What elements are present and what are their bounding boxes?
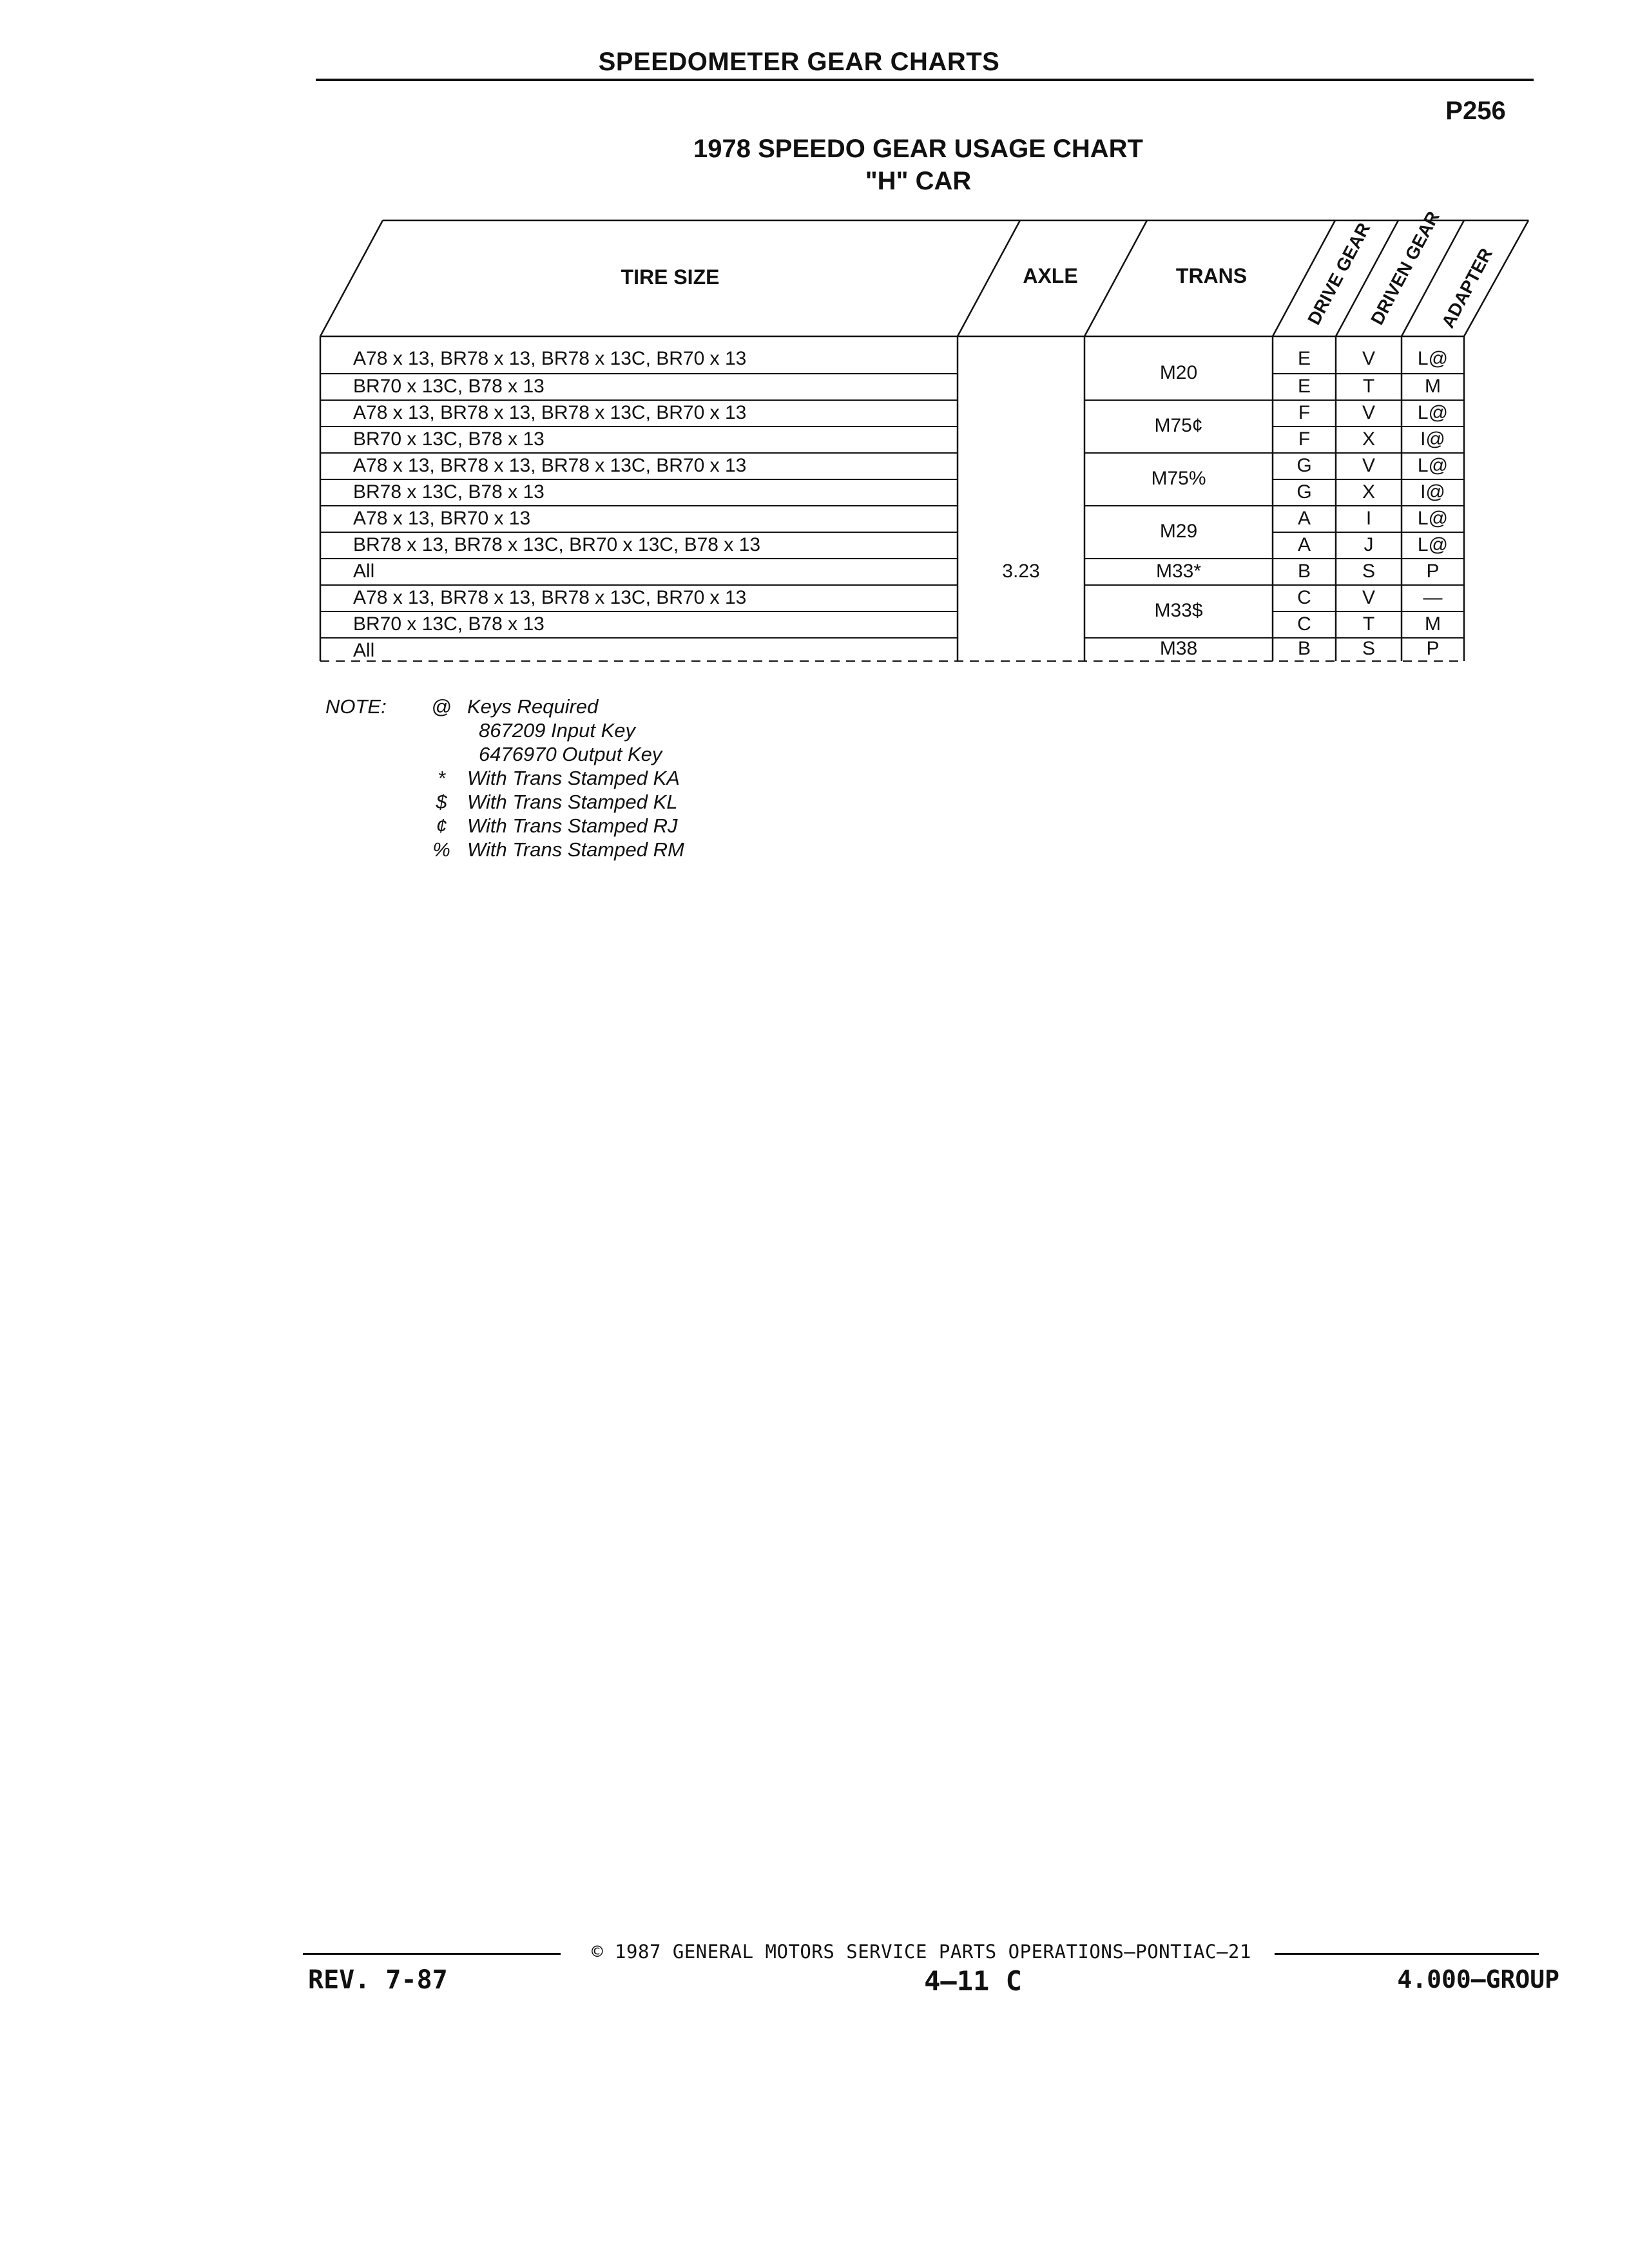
chart-title-line2: "H" CAR (865, 167, 972, 195)
footer-group: 4.000—GROUP (1397, 1965, 1559, 1994)
note-text: 867209 Input Key (479, 719, 636, 742)
adapter-cell: L@ (1417, 402, 1449, 423)
note-symbol (416, 742, 467, 766)
col-header-driven-gear: DRIVEN GEAR (1367, 207, 1443, 329)
adapter-cell: L@ (1417, 455, 1449, 476)
footer-copyright: © 1987 GENERAL MOTORS SERVICE PARTS OPERATIONS—PONTIAC—21 (592, 1941, 1251, 1963)
drive-gear-cell: E (1297, 376, 1311, 397)
note-symbol: ¢ (436, 814, 447, 837)
note-text: Keys Required (467, 695, 599, 718)
footer-rule-left (303, 1953, 561, 1955)
tire-cell: A78 x 13, BR78 x 13, BR78 x 13C, BR70 x 13 (353, 348, 747, 369)
note-row (325, 814, 684, 838)
adapter-cell: I@ (1420, 481, 1445, 503)
drive-gear-cell: E (1297, 348, 1311, 369)
adapter-cell: P (1426, 638, 1440, 659)
tire-cell: A78 x 13, BR78 x 13, BR78 x 13C, BR70 x 13 (353, 587, 747, 608)
driven-gear-cell: S (1362, 561, 1375, 582)
axle-value: 3.23 (1002, 561, 1040, 582)
col-header-drive-gear: DRIVE GEAR (1304, 219, 1374, 329)
footer-rule-right (1275, 1953, 1539, 1955)
tire-cell: All (353, 561, 375, 582)
drive-gear-cell: A (1297, 534, 1311, 555)
adapter-cell: M (1425, 613, 1441, 635)
col-header-trans: TRANS (1175, 264, 1248, 287)
adapter-cell: P (1426, 561, 1440, 582)
note-row (325, 766, 684, 790)
page-code: P256 (1445, 97, 1506, 125)
note-row (325, 742, 684, 766)
drive-gear-cell: B (1297, 561, 1311, 582)
tire-cell: BR78 x 13, BR78 x 13C, BR70 x 13C, B78 x 13 (353, 534, 761, 555)
drive-gear-cell: A (1297, 508, 1311, 529)
driven-gear-cell: V (1362, 402, 1375, 423)
tire-cell: A78 x 13, BR70 x 13 (353, 508, 531, 529)
adapter-cell: L@ (1417, 534, 1449, 555)
driven-gear-cell: V (1362, 348, 1375, 369)
drive-gear-cell: G (1296, 481, 1312, 503)
note-text: With Trans Stamped RM (467, 838, 684, 861)
driven-gear-cell: S (1362, 638, 1375, 659)
drive-gear-cell: F (1298, 402, 1311, 423)
col-header-tire-size: TIRE SIZE (621, 265, 720, 289)
note-symbol: % (432, 838, 450, 861)
tire-cell: BR70 x 13C, B78 x 13 (353, 428, 545, 450)
note-row (325, 790, 684, 814)
tire-cell: A78 x 13, BR78 x 13, BR78 x 13C, BR70 x 13 (353, 402, 747, 423)
col-header-axle: AXLE (1023, 264, 1078, 287)
adapter-cell: M (1425, 376, 1441, 397)
drive-gear-cell: F (1298, 428, 1311, 450)
tire-cell: BR78 x 13C, B78 x 13 (353, 481, 545, 503)
notes-block (325, 695, 684, 861)
drive-gear-cell: B (1297, 638, 1311, 659)
driven-gear-cell: X (1362, 481, 1375, 503)
tire-cell: BR70 x 13C, B78 x 13 (353, 376, 545, 397)
driven-gear-cell: V (1362, 455, 1375, 476)
note-text: With Trans Stamped RJ (467, 814, 678, 837)
trans-cell: M33$ (1154, 600, 1203, 621)
driven-gear-cell: V (1362, 587, 1375, 608)
note-text: 6476970 Output Key (479, 743, 662, 765)
chart-title-line1: 1978 SPEEDO GEAR USAGE CHART (693, 135, 1143, 163)
note-label: NOTE: (325, 695, 387, 718)
footer-page-ref: 4—11 C (924, 1965, 1022, 1997)
trans-cell: M75¢ (1154, 415, 1203, 436)
note-text: With Trans Stamped KA (467, 767, 680, 789)
note-row (325, 838, 684, 861)
footer-revision: REV. 7-87 (308, 1965, 448, 1995)
trans-cell: M38 (1159, 638, 1198, 659)
adapter-cell: I@ (1420, 428, 1445, 450)
note-symbol: * (437, 767, 446, 789)
tire-cell: BR70 x 13C, B78 x 13 (353, 613, 545, 635)
tire-cell: A78 x 13, BR78 x 13, BR78 x 13C, BR70 x 13 (353, 455, 747, 476)
adapter-cell: L@ (1417, 508, 1449, 529)
driven-gear-cell: I (1365, 508, 1372, 529)
note-symbol (416, 718, 467, 742)
note-row (325, 695, 684, 718)
driven-gear-cell: T (1362, 376, 1375, 397)
tire-cell: All (353, 640, 375, 661)
trans-cell: M29 (1159, 521, 1198, 542)
drive-gear-cell: C (1297, 587, 1311, 608)
note-symbol: @ (431, 695, 452, 718)
driven-gear-cell: J (1364, 534, 1374, 555)
note-text: With Trans Stamped KL (467, 791, 678, 813)
trans-cell: M20 (1159, 362, 1198, 383)
trans-cell: M33* (1155, 561, 1202, 582)
drive-gear-cell: C (1297, 613, 1311, 635)
col-header-adapter: ADAPTER (1438, 245, 1497, 332)
section-title: SPEEDOMETER GEAR CHARTS (598, 48, 1000, 76)
driven-gear-cell: X (1362, 428, 1375, 450)
drive-gear-cell: G (1296, 455, 1312, 476)
driven-gear-cell: T (1362, 613, 1375, 635)
note-symbol: $ (436, 791, 447, 813)
adapter-cell: — (1423, 587, 1443, 608)
note-row (325, 718, 684, 742)
trans-cell: M75% (1151, 468, 1206, 489)
adapter-cell: L@ (1417, 348, 1449, 369)
